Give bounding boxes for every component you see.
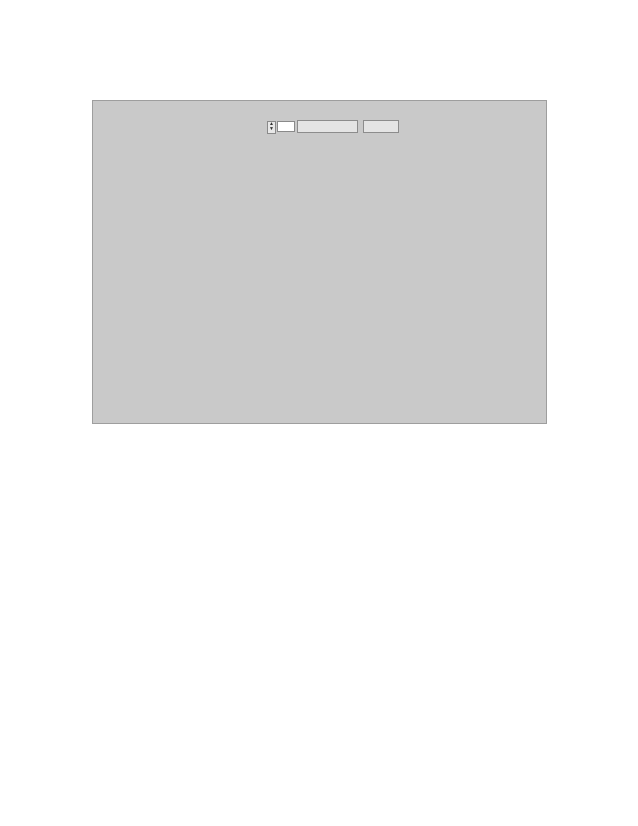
numerator-index[interactable] — [277, 121, 295, 132]
numerator-term-0[interactable] — [297, 120, 358, 133]
numerator-index-spinner[interactable]: ▲ ▼ — [267, 121, 276, 134]
numerator-term-1[interactable] — [363, 120, 399, 133]
front-panel-screenshot — [92, 100, 547, 424]
